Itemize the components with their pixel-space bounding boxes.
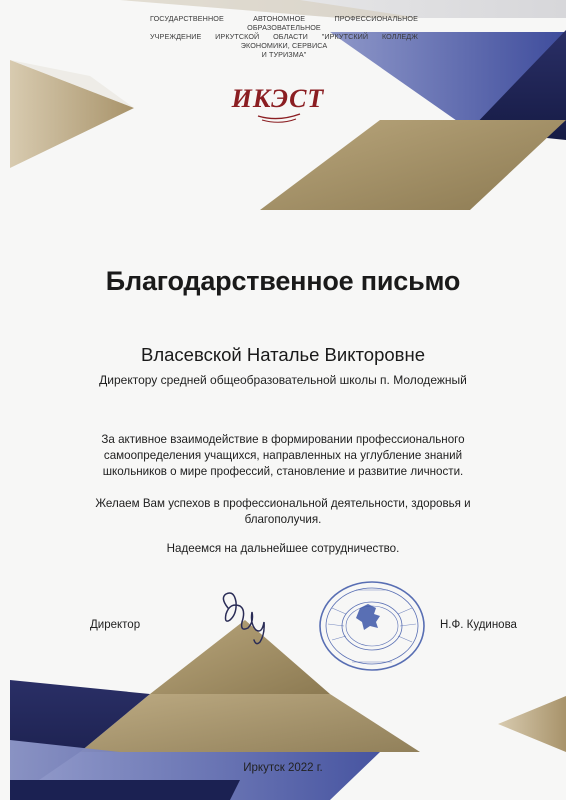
organization-header [150, 14, 418, 59]
signatory-role: Директор [90, 619, 141, 631]
place-and-year: Иркутск 2022 г. [243, 762, 323, 774]
decor-gold-triangle-bottom-right [498, 696, 566, 752]
logo-swoosh-icon [226, 84, 330, 126]
college-logo [226, 84, 330, 126]
org-line-2: УЧРЕЖДЕНИЕ ИРКУТСКОЙ ОБЛАСТИ "ИРКУТСКИЙ КОЛЛЕДЖ ЭКОНОМИКИ, СЕРВИСА [150, 32, 418, 50]
org-line-1: ГОСУДАРСТВЕННОЕ АВТОНОМНОЕ ПРОФЕССИОНАЛЬНОЕ ОБРАЗОВАТЕЛЬНОЕ [150, 14, 418, 32]
body-paragraph-cooperation: Надеемся на дальнейшее сотрудничество. [166, 542, 400, 555]
body-paragraph-wishes: Желаем Вам успехов в профессиональной деятельности, здоровья и благополучия. [95, 497, 471, 526]
logo-wordmark: ИКЭСТ [231, 84, 325, 113]
official-stamp [316, 578, 428, 674]
recipient-name: Власевской Наталье Викторовне [141, 344, 425, 365]
decor-gold-parallelogram-right [260, 120, 566, 210]
signatory-name: Н.Ф. Кудинова [440, 619, 517, 631]
org-line-3: И ТУРИЗМА" [261, 50, 307, 59]
handwritten-signature [210, 588, 280, 646]
decor-navy-bottom-strip [10, 780, 240, 800]
recipient-position: Директору средней общеобразовательной школы п. Молодежный [99, 373, 467, 387]
body-paragraph-gratitude: За активное взаимодействие в формировании профессионального самоопределения учащихся, направленных на углубление знаний школьников о мире профессий, становление и развитие личности. [101, 433, 465, 478]
document-title: Благодарственное письмо [105, 266, 461, 296]
